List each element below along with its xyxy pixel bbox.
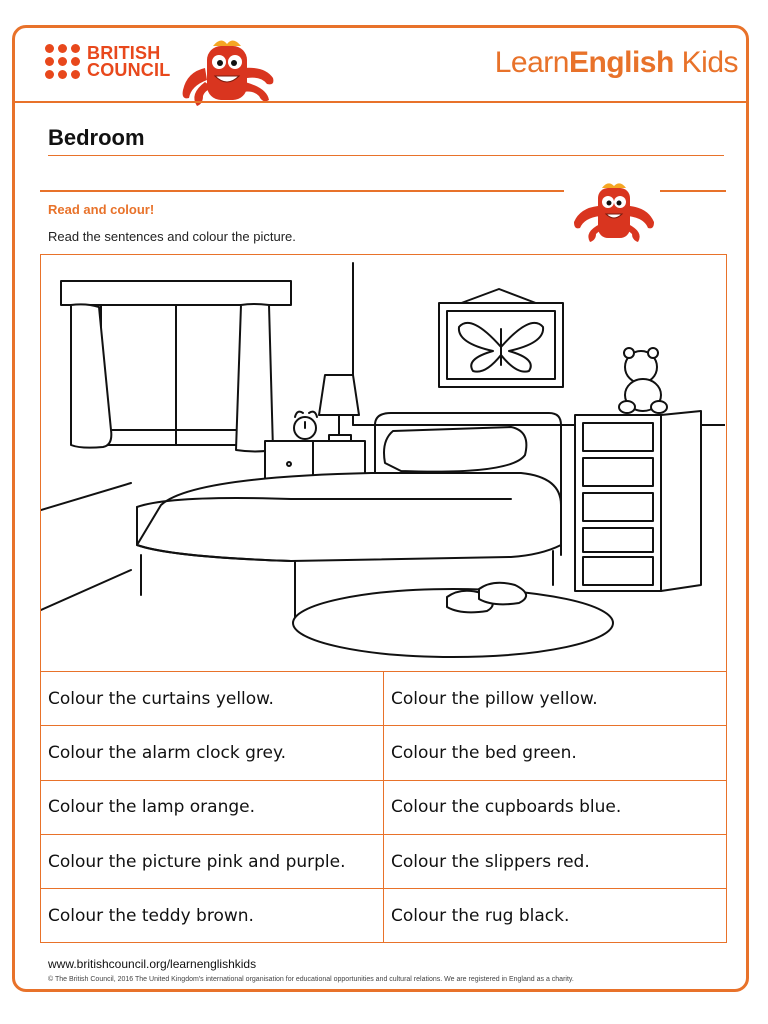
bedroom-picture-frame <box>40 254 727 672</box>
window-with-curtains <box>61 281 291 452</box>
sentence-cell: Colour the alarm clock grey. <box>41 726 384 780</box>
footer-url[interactable]: www.britishcouncil.org/learnenglishkids <box>48 957 257 971</box>
sentence-table <box>40 671 727 943</box>
table-row <box>41 672 727 726</box>
alarm-clock <box>294 412 317 439</box>
footer-copyright: © The British Council, 2016 The United Kingdom's international organisation for educational opportunities and cultural relations. We are registered in England as a charity. <box>48 976 574 983</box>
table-row <box>41 834 727 888</box>
brand-line-2: COUNCIL <box>87 60 171 80</box>
sentence-cell: Colour the cupboards blue. <box>384 780 727 834</box>
chest-of-drawers <box>575 411 701 591</box>
logo-learn: Learn <box>494 46 569 79</box>
sentence-cell: Colour the pillow yellow. <box>384 672 727 726</box>
learnenglish-kids-logo <box>495 46 738 80</box>
logo-english: English <box>568 46 674 79</box>
sentence-cell: Colour the curtains yellow. <box>41 672 384 726</box>
sentence-cell: Colour the picture pink and purple. <box>41 834 384 888</box>
teddy-bear <box>619 348 667 413</box>
header-divider <box>15 101 746 103</box>
small-monster-icon <box>570 182 658 244</box>
table-row <box>41 889 727 943</box>
title-underline <box>48 155 724 156</box>
section-divider <box>40 190 564 192</box>
page-title: Bedroom <box>48 125 145 150</box>
sentence-cell: Colour the bed green. <box>384 726 727 780</box>
lamp <box>319 375 359 441</box>
sentence-cell: Colour the lamp orange. <box>41 780 384 834</box>
british-council-dots-icon <box>45 44 81 80</box>
sentence-cell: Colour the teddy brown. <box>41 889 384 943</box>
instruction-text: Read the sentences and colour the picture. <box>48 229 296 244</box>
section-heading: Read and colour! <box>48 202 155 217</box>
british-council-logo <box>45 44 170 80</box>
sentence-cell: Colour the slippers red. <box>384 834 727 888</box>
brand-line-1: BRITISH <box>87 43 161 63</box>
pillow <box>384 427 526 472</box>
sentence-cell: Colour the rug black. <box>384 889 727 943</box>
section-divider-end <box>660 190 726 192</box>
table-row <box>41 780 727 834</box>
logo-kids: Kids <box>681 46 738 79</box>
monster-mascot-icon <box>175 38 280 108</box>
bedroom-line-drawing <box>41 255 725 671</box>
table-row <box>41 726 727 780</box>
butterfly-picture <box>439 289 563 387</box>
